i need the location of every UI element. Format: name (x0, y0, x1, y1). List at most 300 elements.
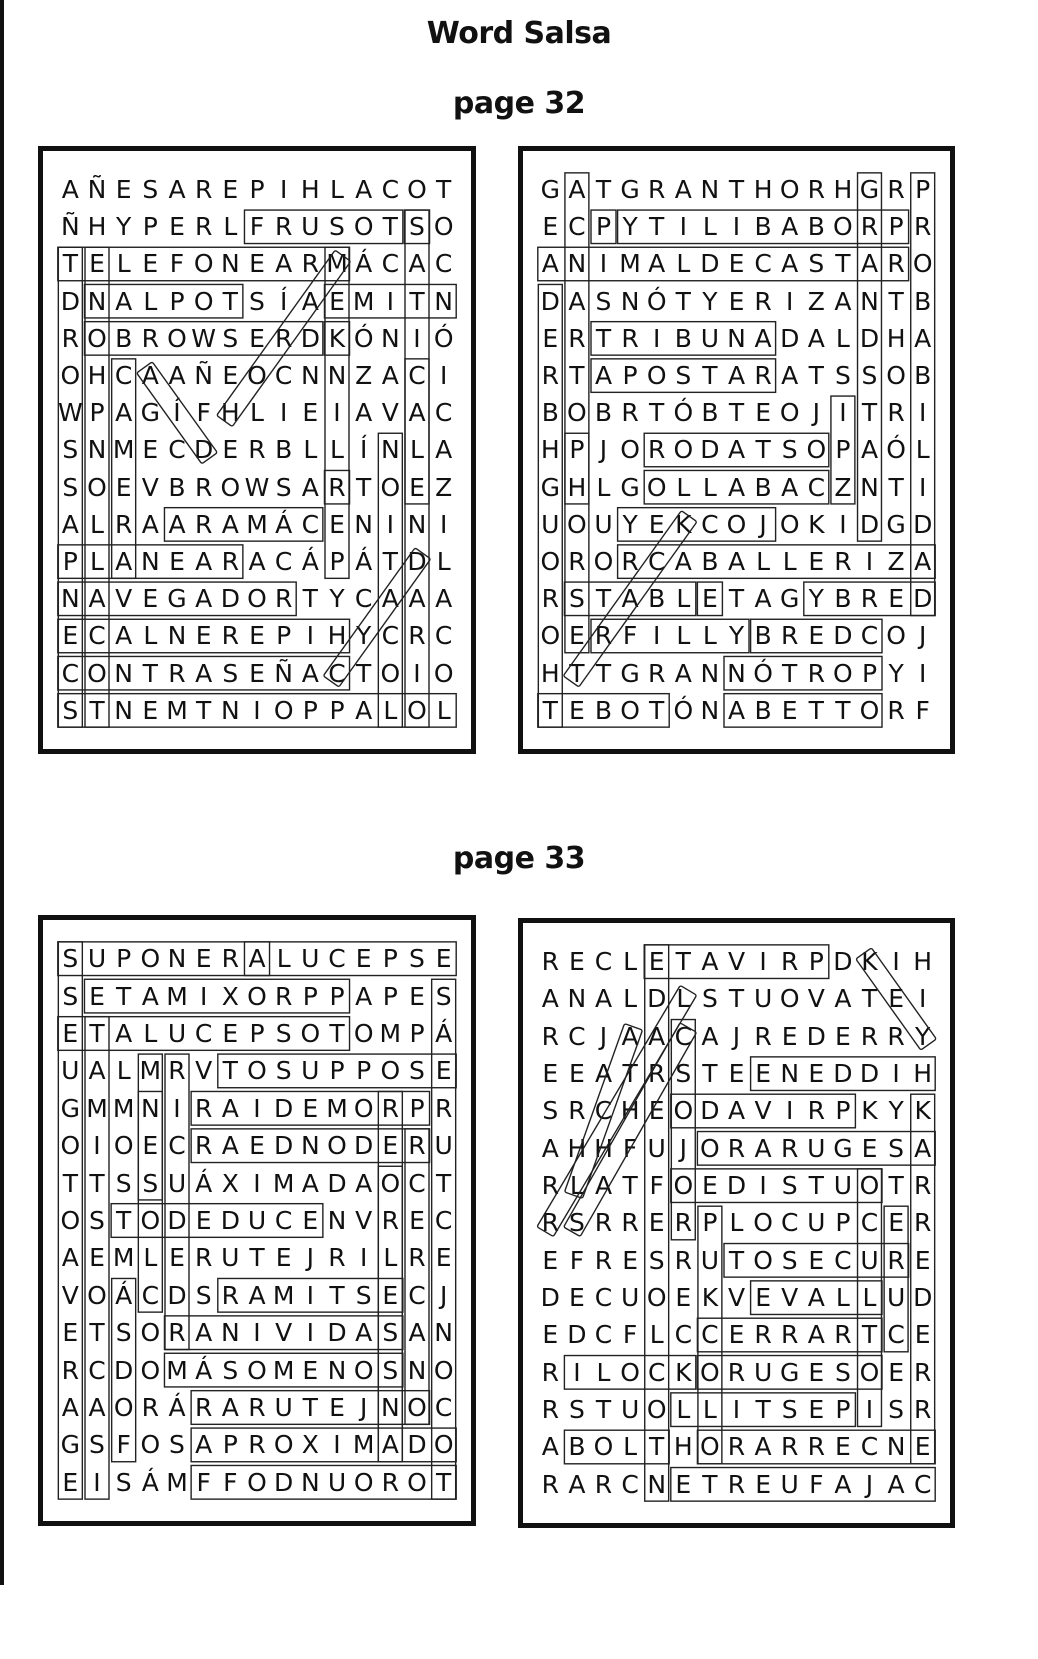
letter-cell: P (595, 212, 612, 242)
letter-cell: T (702, 1059, 718, 1089)
letter-cell: S (888, 1133, 905, 1163)
letter-cell: O (380, 1056, 401, 1086)
letter-cell: Á (141, 1467, 159, 1497)
letter-cell: J (759, 509, 767, 539)
letter-cell: S (568, 1395, 585, 1425)
letter-cell: G (540, 175, 560, 205)
letter-cell: A (301, 286, 319, 316)
letter-cell: Z (435, 472, 453, 502)
letter-cell: R (914, 212, 932, 242)
letter-cell: A (727, 1096, 746, 1126)
letter-cell: R (568, 1096, 586, 1126)
letter-cell: O (247, 1467, 267, 1497)
letter-cell: O (833, 212, 853, 242)
letter-cell: B (807, 212, 825, 242)
letter-cell: U (61, 1056, 80, 1086)
letter-cell: N (327, 1355, 347, 1385)
letter-cell: O (700, 1432, 720, 1462)
letter-cell: E (62, 1467, 79, 1497)
letter-cell: K (675, 1357, 692, 1387)
letter-cell: J (599, 1021, 608, 1051)
letter-cell: N (727, 323, 746, 353)
letter-cell: A (834, 984, 852, 1014)
letter-cell: R (648, 658, 666, 688)
letter-cell: D (700, 249, 720, 279)
letter-cell: A (754, 323, 772, 353)
letter-cell: Á (195, 1355, 213, 1385)
letter-cell: D (806, 1021, 826, 1051)
letter-cell: S (329, 212, 345, 242)
letter-cell: B (754, 695, 772, 725)
letter-cell: B (594, 695, 613, 725)
letter-cell: C (301, 509, 320, 539)
letter-cell: D (220, 584, 240, 614)
letter-cell: I (759, 947, 767, 977)
letter-cell: R (274, 323, 293, 353)
letter-cell: W (244, 472, 270, 502)
letter-cell: N (87, 435, 107, 465)
letter-cell: C (834, 1245, 852, 1275)
letter-cell: C (274, 547, 293, 577)
letter-cell: C (860, 1432, 879, 1462)
letter-cell: A (195, 658, 213, 688)
letter-cell: E (755, 398, 771, 428)
letter-cell: C (594, 947, 613, 977)
letter-cell: J (599, 435, 608, 465)
letter-cell: O (193, 249, 214, 279)
letter-cell: U (221, 1243, 240, 1273)
letter-cell: C (434, 621, 453, 651)
letter-cell: F (169, 249, 185, 279)
letter-cell: T (808, 1171, 824, 1201)
letter-cell: F (569, 1245, 585, 1275)
letter-cell: T (436, 1168, 452, 1198)
letter-cell: E (89, 249, 105, 279)
letter-cell: R (754, 286, 772, 316)
letter-cell: T (861, 1320, 878, 1350)
letter-cell: C (434, 398, 453, 428)
letter-cell: R (621, 547, 639, 577)
letter-cell: I (439, 509, 448, 539)
letter-cell: E (249, 249, 265, 279)
letter-cell: O (247, 361, 267, 391)
letter-cell: E (781, 695, 798, 725)
letter-cell: Y (622, 212, 638, 242)
letter-cell: D (647, 984, 667, 1014)
letter-cell: P (409, 1018, 425, 1048)
letter-cell: E (542, 1059, 559, 1089)
letter-cell: T (649, 1432, 665, 1462)
letter-cell: B (701, 398, 719, 428)
letter-cell: R (114, 509, 133, 539)
letter-cell: Á (435, 1018, 453, 1048)
letter-cell: G (833, 1133, 853, 1163)
letter-cell: Y (888, 658, 904, 688)
letter-cell: I (839, 509, 847, 539)
letter-cell: A (648, 249, 666, 279)
letter-cell: R (860, 584, 879, 614)
letter-cell: S (142, 1168, 159, 1198)
letter-cell: T (595, 584, 612, 614)
letter-cell: A (781, 472, 799, 502)
letter-cell: O (886, 361, 906, 391)
letter-cell: C (621, 1469, 639, 1499)
letter-cell: P (302, 981, 318, 1011)
letter-cell: N (327, 361, 347, 391)
letter-cell: A (168, 509, 186, 539)
letter-cell: A (727, 472, 746, 502)
letter-cell: A (248, 944, 266, 974)
letter-cell: E (888, 984, 904, 1014)
letter-cell: D (859, 1059, 880, 1089)
letter-cell: R (781, 621, 799, 651)
letter-cell: E (195, 1205, 212, 1235)
letter-cell: E (728, 286, 745, 316)
letter-cell: R (621, 1208, 639, 1238)
letter-cell: O (620, 695, 640, 725)
letter-cell: E (542, 323, 559, 353)
letter-cell: I (919, 984, 927, 1014)
letter-cell: B (568, 1432, 586, 1462)
letter-cell: C (568, 212, 586, 242)
letter-cell: R (754, 1021, 772, 1051)
letter-cell: L (782, 547, 797, 577)
letter-cell: C (754, 249, 772, 279)
letter-cell: U (247, 1205, 267, 1235)
letter-cell: E (914, 1245, 931, 1275)
letter-cell: G (620, 472, 640, 502)
letter-cell: E (861, 1133, 878, 1163)
letter-cell: L (276, 944, 291, 974)
letter-cell: O (247, 584, 267, 614)
letter-cell: L (676, 584, 691, 614)
letter-cell: I (386, 509, 394, 539)
letter-cell: I (279, 175, 288, 205)
letter-cell: O (407, 1392, 427, 1422)
letter-cell: M (272, 1355, 295, 1385)
letter-cell: T (888, 286, 904, 316)
letter-cell: P (382, 944, 398, 974)
letter-cell: M (86, 1093, 108, 1123)
letter-cell: T (728, 584, 745, 614)
letter-cell: E (542, 1245, 559, 1275)
letter-cell: E (302, 1355, 319, 1385)
letter-cell: O (753, 1208, 773, 1238)
letter-cell: D (354, 1131, 374, 1161)
letter-cell: C (354, 584, 373, 614)
letter-cell: R (541, 1395, 559, 1425)
letter-cell: L (596, 472, 611, 502)
letter-cell: A (648, 1021, 666, 1051)
letter-cell: C (807, 472, 826, 502)
letter-cell: R (408, 621, 426, 651)
letter-cell: I (93, 1467, 101, 1497)
letter-cell: A (355, 175, 373, 205)
letter-cell: T (382, 547, 398, 577)
letter-cell: O (407, 1467, 427, 1497)
letter-cell: A (834, 286, 852, 316)
letter-cell: E (728, 249, 745, 279)
letter-cell: E (62, 621, 79, 651)
letter-cell: R (754, 1320, 772, 1350)
letter-cell: R (594, 1469, 613, 1499)
letter-cell: T (249, 1243, 265, 1273)
letter-cell: S (834, 1357, 851, 1387)
letter-cell: N (220, 695, 240, 725)
letter-cell: D (780, 323, 800, 353)
letter-grid (57, 171, 457, 729)
letter-cell: B (754, 472, 772, 502)
letter-cell: O (779, 984, 800, 1014)
letter-cell: S (222, 323, 239, 353)
letter-cell: E (195, 621, 212, 651)
letter-cell: T (89, 1018, 105, 1048)
letter-cell: A (914, 323, 932, 353)
letter-cell: O (380, 1168, 401, 1198)
letter-cell: C (860, 621, 879, 651)
letter-cell: I (306, 1280, 314, 1310)
letter-cell: O (273, 695, 294, 725)
letter-cell: D (913, 1283, 933, 1313)
letter-cell: G (620, 658, 640, 688)
letter-cell: S (355, 1280, 372, 1310)
letter-cell: J (865, 1469, 874, 1499)
letter-cell: T (89, 1318, 105, 1348)
letter-cell: E (755, 1469, 771, 1499)
letter-cell: E (675, 1469, 692, 1499)
letter-cell: B (754, 212, 772, 242)
letter-cell: M (272, 1168, 295, 1198)
letter-cell: V (195, 1056, 213, 1086)
letter-cell: I (786, 286, 794, 316)
letter-cell: D (407, 547, 427, 577)
page-32-label: page 32 (452, 86, 586, 121)
letter-cell: M (619, 249, 641, 279)
letter-cell: A (88, 584, 106, 614)
letter-cell: A (834, 1469, 852, 1499)
letter-cell: O (380, 658, 401, 688)
letter-cell: O (700, 1133, 720, 1163)
letter-cell: A (541, 984, 559, 1014)
letter-cell: S (275, 1056, 292, 1086)
letter-cell: N (220, 1318, 240, 1348)
letter-cell: O (673, 1096, 694, 1126)
letter-cell: K (808, 509, 825, 539)
letter-cell: R (807, 1096, 825, 1126)
letter-cell: I (786, 1096, 794, 1126)
letter-cell: S (62, 695, 79, 725)
letter-cell: I (653, 323, 661, 353)
letter-cell: S (808, 249, 825, 279)
letter-cell: K (675, 509, 692, 539)
letter-cell: Y (329, 584, 345, 614)
letter-cell: E (329, 1392, 345, 1422)
letter-cell: X (221, 1168, 239, 1198)
letter-cell: U (301, 1056, 320, 1086)
letter-cell: C (381, 621, 400, 651)
letter-cell: N (407, 509, 427, 539)
letter-cell: H (833, 175, 853, 205)
letter-cell: I (839, 398, 847, 428)
puzzle-area (57, 171, 457, 729)
letter-cell: O (700, 1357, 720, 1387)
letter-cell: A (195, 584, 213, 614)
letter-cell: D (726, 1171, 747, 1201)
letter-cell: U (434, 1131, 453, 1161)
letter-cell: N (700, 695, 720, 725)
letter-cell: L (702, 621, 717, 651)
letter-cell: T (302, 1392, 318, 1422)
letter-cell: O (113, 1392, 134, 1422)
letter-cell: S (888, 1395, 905, 1425)
letter-cell: E (568, 1059, 585, 1089)
letter-cell: L (410, 435, 424, 465)
letter-cell: C (594, 1096, 613, 1126)
letter-cell: P (329, 1056, 345, 1086)
letter-cell: U (620, 1283, 640, 1313)
letter-cell: R (248, 435, 266, 465)
letter-cell: T (62, 1168, 78, 1198)
letter-cell: A (195, 1430, 213, 1460)
letter-cell: O (779, 509, 800, 539)
letter-cell: O (300, 1018, 321, 1048)
letter-cell: S (701, 984, 718, 1014)
letter-cell: S (222, 658, 239, 688)
letter-cell: F (809, 1469, 824, 1499)
letter-cell: D (859, 323, 880, 353)
letter-cell: A (408, 249, 426, 279)
letter-cell: S (382, 1318, 399, 1348)
letter-cell: E (89, 1243, 105, 1273)
letter-cell: R (381, 1093, 399, 1123)
letter-cell: E (249, 323, 265, 353)
letter-cell: A (594, 361, 613, 391)
letter-cell: A (195, 547, 213, 577)
letter-cell: P (808, 947, 824, 977)
letter-cell: B (914, 361, 932, 391)
letter-cell: U (327, 1467, 347, 1497)
letter-cell: R (61, 1355, 80, 1385)
letter-cell: A (914, 547, 932, 577)
letter-cell: I (919, 472, 927, 502)
letter-cell: I (732, 1395, 741, 1425)
letter-cell: O (806, 435, 827, 465)
letter-cell: R (621, 398, 639, 428)
letter-cell: R (221, 1280, 239, 1310)
letter-cell: T (649, 212, 665, 242)
letter-cell: H (886, 323, 906, 353)
letter-cell: Ñ (194, 361, 213, 391)
letter-cell: G (60, 1430, 81, 1460)
letter-cell: A (355, 1168, 373, 1198)
letter-cell: E (249, 1131, 265, 1161)
letter-cell: A (594, 1059, 613, 1089)
letter-cell: M (326, 1093, 348, 1123)
letter-cell: O (646, 1395, 667, 1425)
letter-cell: A (701, 1021, 719, 1051)
letter-cell: E (142, 249, 159, 279)
letter-cell: E (755, 1283, 771, 1313)
letter-cell: L (702, 472, 717, 502)
letter-cell: D (114, 1355, 134, 1385)
letter-cell: L (862, 1283, 877, 1313)
page-title: Word Salsa (426, 16, 612, 51)
letter-cell: M (166, 981, 188, 1011)
letter-cell: O (140, 944, 161, 974)
letter-cell: L (143, 621, 158, 651)
letter-cell: Ñ (87, 175, 107, 205)
letter-cell: Ó (886, 435, 906, 465)
letter-cell: B (674, 323, 692, 353)
letter-cell: C (674, 1320, 693, 1350)
letter-cell: O (60, 361, 81, 391)
letter-cell: Y (116, 212, 132, 242)
letter-cell: J (439, 1280, 448, 1310)
letter-cell: R (168, 658, 186, 688)
letter-cell: S (675, 361, 692, 391)
letter-cell: E (888, 1357, 904, 1387)
letter-cell: E (302, 1093, 319, 1123)
letter-cell: E (728, 1320, 745, 1350)
letter-cell: T (116, 981, 132, 1011)
letter-cell: J (359, 1392, 368, 1422)
letter-cell: A (594, 984, 613, 1014)
letter-cell: A (754, 1133, 772, 1163)
letter-cell: D (833, 621, 853, 651)
letter-cell: E (222, 435, 239, 465)
letter-cell: O (87, 658, 107, 688)
letter-cell: A (275, 249, 293, 279)
letter-cell: D (274, 1467, 294, 1497)
letter-cell: C (408, 1280, 426, 1310)
letter-cell: E (409, 981, 425, 1011)
letter-cell: I (599, 249, 608, 279)
letter-cell: U (301, 944, 320, 974)
letter-cell: K (861, 947, 878, 977)
letter-cell: E (808, 1059, 825, 1089)
letter-cell: I (333, 1430, 341, 1460)
letter-cell: E (728, 1059, 745, 1089)
letter-cell: R (408, 1243, 426, 1273)
letter-cell: V (381, 398, 399, 428)
letter-cell: E (888, 1208, 904, 1238)
letter-cell: O (247, 1355, 267, 1385)
letter-cell: N (114, 695, 133, 725)
letter-cell: V (275, 1318, 293, 1348)
letter-cell: F (622, 1320, 638, 1350)
letter-cell: N (114, 658, 133, 688)
letter-cell: R (914, 1395, 932, 1425)
letter-cell: T (356, 658, 372, 688)
letter-cell: A (141, 981, 159, 1011)
letter-cell: T (675, 947, 691, 977)
letter-cell: A (355, 981, 373, 1011)
letter-cell: P (569, 435, 585, 465)
letter-cell: P (835, 1096, 851, 1126)
letter-cell: N (567, 249, 587, 279)
letter-cell: A (301, 658, 319, 688)
letter-cell: E (222, 1018, 239, 1048)
letter-cell: U (620, 1395, 640, 1425)
letter-cell: L (223, 212, 238, 242)
letter-cell: Á (275, 509, 293, 539)
letter-cell: I (653, 621, 661, 651)
letter-cell: X (221, 981, 239, 1011)
letter-cell: T (142, 658, 158, 688)
letter-cell: V (727, 1283, 746, 1313)
letter-cell: T (356, 472, 372, 502)
letter-cell: R (541, 947, 559, 977)
